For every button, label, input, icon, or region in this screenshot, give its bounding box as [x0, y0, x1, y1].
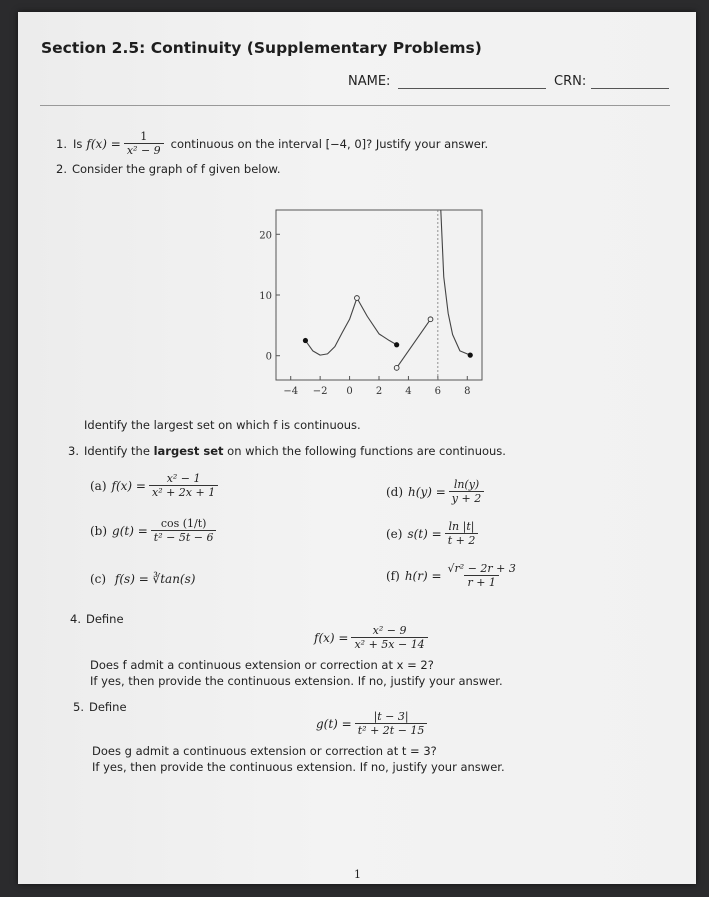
q3c [90, 572, 195, 586]
y-tick-label: 0 [265, 351, 272, 363]
curve-piece-3 [397, 319, 431, 368]
q3b-fraction [151, 517, 217, 544]
q4-denominator: x² + 5x − 14 [351, 637, 427, 651]
q3b-lhs: g(t) = [112, 523, 148, 538]
q2-text: Consider the graph of f given below. [71, 162, 281, 176]
q3d-label: (d) [386, 484, 404, 499]
q5-denominator: t² + 2t − 15 [355, 723, 428, 737]
q1-number: 1. [56, 136, 67, 151]
closed-point [303, 338, 308, 343]
q3d-fraction [449, 478, 484, 505]
open-point [355, 296, 360, 301]
q5-lhs: g(t) = [316, 716, 352, 731]
q3f-fraction [445, 562, 519, 589]
plot-frame [276, 210, 482, 380]
open-point [394, 365, 399, 370]
question-3 [68, 444, 506, 458]
q3a-denominator: x² + 2x + 1 [149, 485, 218, 499]
function-graph [248, 208, 488, 404]
question-4 [70, 612, 124, 626]
q3d-lhs: h(y) = [408, 484, 446, 499]
q3a-numerator: x² − 1 [166, 472, 201, 485]
q5-line-2: If yes, then provide the continuous extension. If no, justify your answer. [92, 760, 505, 774]
q1-numerator: 1 [140, 130, 148, 143]
q3c-expression: f(s) = ∛tan(s) [114, 572, 196, 586]
name-label: NAME: [348, 74, 391, 89]
q3e-denominator: t + 2 [445, 533, 479, 547]
question-1 [56, 130, 488, 157]
q3d-numerator: ln(y) [453, 478, 480, 491]
q3a-fraction [149, 472, 218, 499]
q3e [386, 520, 481, 547]
open-point [428, 317, 433, 322]
q3f [386, 562, 522, 589]
x-tick-label: 4 [405, 386, 412, 397]
q4-label: Define [85, 612, 124, 626]
q5-line-1: Does g admit a continuous extension or correction at t = 3? [92, 744, 437, 758]
q3f-denominator: r + 1 [464, 575, 498, 589]
q3b-label: (b) [90, 523, 108, 538]
x-tick-label: −2 [312, 386, 328, 397]
q5-fraction [355, 710, 428, 737]
name-input-line[interactable] [398, 88, 546, 89]
crn-label: CRN: [554, 74, 587, 89]
q1-text: continuous on the interval [−4, 0]? Justify your answer. [170, 136, 489, 151]
page-title: Section 2.5: Continuity (Supplementary Problems) [41, 39, 482, 57]
header-divider [40, 105, 670, 106]
q2-number: 2. [56, 162, 67, 176]
closed-point [468, 353, 473, 358]
q3a-label: (a) [90, 478, 107, 493]
q1-prefix: Is [72, 136, 83, 151]
x-tick-label: 6 [434, 386, 442, 397]
q3b [90, 517, 219, 544]
q4-numerator: x² − 9 [372, 624, 407, 637]
q3f-label: (f) [386, 568, 400, 583]
question-2 [56, 162, 281, 176]
q4-fraction [351, 624, 427, 651]
y-tick-label: 10 [259, 291, 272, 302]
q3e-fraction [445, 520, 479, 547]
q5-numerator: |t − 3| [373, 710, 409, 723]
worksheet-page [18, 12, 696, 884]
q1-lhs: f(x) = [86, 136, 121, 151]
q3-text-before: Identify the [83, 444, 150, 458]
crn-input-line[interactable] [591, 88, 669, 89]
q3-text-bold: largest set [153, 444, 224, 458]
q4-lhs: f(x) = [314, 630, 349, 645]
curve-piece-2 [357, 298, 397, 345]
q3e-numerator: ln |t| [448, 520, 475, 533]
q4-number: 4. [70, 612, 81, 626]
q5-label: Define [88, 700, 127, 714]
q3d [386, 478, 487, 505]
q1-fraction [124, 130, 164, 157]
q5-number: 5. [73, 700, 84, 714]
q3f-numerator: √r² − 2r + 3 [447, 562, 516, 575]
q4-line-1: Does f admit a continuous extension or correction at x = 2? [90, 658, 434, 672]
q3f-lhs: h(r) = [404, 568, 442, 583]
q3d-denominator: y + 2 [449, 491, 484, 505]
q3e-label: (e) [386, 526, 403, 541]
q1-denominator: x² − 9 [124, 143, 164, 157]
q3b-denominator: t² − 5t − 6 [151, 530, 217, 544]
q3-number: 3. [68, 444, 79, 458]
q3a [90, 472, 221, 499]
page-number: 1 [354, 868, 361, 881]
q3e-lhs: s(t) = [407, 526, 442, 541]
q4-line-2: If yes, then provide the continuous extension. If no, justify your answer. [90, 674, 503, 688]
q3a-lhs: f(x) = [111, 478, 146, 493]
x-tick-label: 2 [375, 386, 383, 397]
q2-followup: Identify the largest set on which f is continuous. [84, 418, 361, 432]
q4-definition [314, 624, 431, 651]
q3b-numerator: cos (1/t) [160, 517, 207, 530]
curve-piece-4 [441, 210, 470, 355]
q3-text-after: on which the following functions are continuous. [227, 444, 506, 458]
x-tick-label: −4 [283, 386, 299, 397]
q3c-label: (c) [90, 572, 107, 586]
curve-piece-1 [305, 298, 357, 355]
y-tick-label: 20 [259, 230, 272, 242]
x-tick-label: 0 [346, 386, 353, 397]
q5-definition [316, 710, 430, 737]
x-tick-label: 8 [464, 386, 471, 397]
closed-point [394, 342, 399, 347]
question-5 [73, 700, 127, 714]
